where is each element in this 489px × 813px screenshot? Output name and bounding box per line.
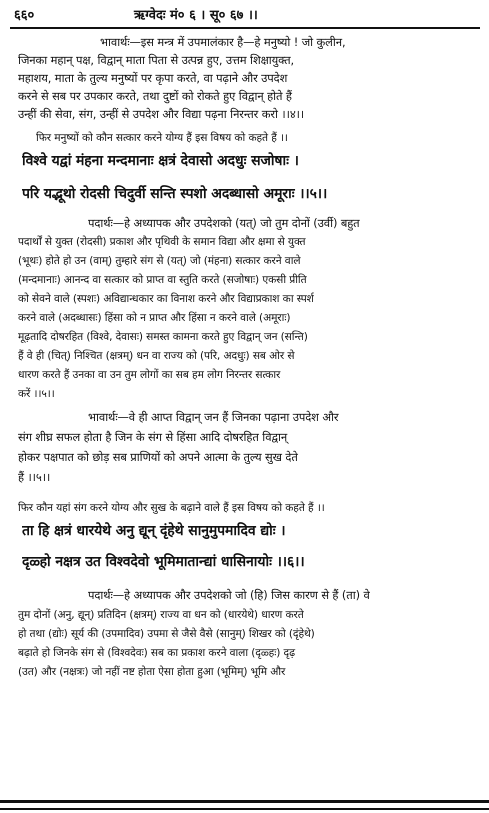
text-line: करें ।।५।।: [18, 388, 55, 400]
topic-intro: फिर मनुष्यों को कौन सत्कार करने योग्य हैं इस विषय को कहते हैं ।।: [36, 132, 288, 144]
text-line: करने वाले (अदब्धासः) हिंसा को न प्राप्त और हिंसा न करने वाले (अमूराः): [18, 312, 291, 324]
text-line: जिनका महान् पक्ष, विद्वान् माता पिता से उत्पन्न हुए, उत्तम शिक्षायुक्त,: [18, 53, 295, 67]
text-line: भावार्थः—इस मन्त्र में उपमालंकार है—हे मनुष्यो ! जो कुलीन,: [100, 35, 346, 49]
text-line: धारण करते हैं उनका वा उन तुम लोगों का सब हम लोग निरन्तर सत्कार: [18, 369, 281, 381]
text-line: भावार्थः—वे ही आप्त विद्वान् जन हैं जिनका पढ़ाना उपदेश और: [88, 410, 339, 424]
text-line: पदार्थों से युक्त (रोदसी) प्रकाश और पृथिवी के समान विद्या और क्षमा से युक्त: [18, 236, 306, 248]
text-line: हो तथा (द्योः) सूर्य की (उपमादिव) उपमा से जैसे वैसे (सानुम्) शिखर को (दृंहेथे): [18, 628, 315, 640]
mantra-line: परि यद्भूथो रोदसी चिदुर्वी सन्ति स्पशो अदब्धासो अमूराः ।।५।।: [22, 186, 328, 202]
text-line: उन्हीं की सेवा, संग, उन्हीं से उपदेश और विद्या पढ़ना निरन्तर करो ।।४।।: [18, 107, 305, 121]
scan-edge: [0, 808, 489, 810]
text-line: पदार्थः—हे अध्यापक और उपदेशको (यत्) जो तुम दोनों (उर्वी) बहुत: [88, 216, 360, 230]
text-line: को सेवने वाले (स्पशः) अविद्यान्धकार का विनाश करने और विद्याप्रकाश का स्पर्श: [18, 293, 314, 305]
text-line: बढ़ाते हो जिनके संग से (विश्वदेवः) सब का प्रकाश करने वाला (दृळ्हः) दृढ़: [18, 647, 295, 659]
scan-edge: [0, 800, 489, 803]
mantra-line: दृळ्हो नक्षत्र उत विश्वदेवो भूमिमातान्द्यां धासिनायोः ।।६।।: [22, 554, 305, 570]
text-line: तुम दोनों (अनु, द्यून्) प्रतिदिन (क्षत्रम्) राज्य वा धन को (धारयेथे) धारण करते: [18, 609, 304, 621]
text-line: (उत) और (नक्षत्रः) जो नहीं नष्ट होता ऐसा होता हुआ (भूमिम्) भूमि और: [18, 666, 286, 678]
text-line: हैं वे ही (चित्) निश्चित (क्षत्रम्) धन वा राज्य को (परि, अदधुः) सब ओर से: [18, 350, 295, 362]
text-line: पदार्थः—हे अध्यापक और उपदेशको जो (हि) जिस कारण से हैं (ता) वे: [88, 588, 370, 602]
text-line: होकर पक्षपात को छोड़ सब प्राणियों को अपने आत्मा के तुल्य सुख देते: [18, 450, 298, 464]
text-line: संग शीघ्र सफल होता है जिन के संग से हिंसा आदि दोषरहित विद्वान्: [18, 430, 288, 444]
text-line: (भूथः) होते हो उन (वाम्) तुम्हारे संग से (यत्) जो (मंहना) सत्कार करने वाले: [18, 255, 301, 267]
page-number: ६६०: [14, 8, 35, 23]
text-line: करने से सब पर उपकार करते, तथा दुष्टों को रोकते हुए विद्वान् होते हैं: [18, 89, 292, 103]
text-line: महाशय, माता के तुल्य मनुष्यों पर कृपा करते, वा पढ़ाने और उपदेश: [18, 71, 288, 85]
mantra-line: ता हि क्षत्रं धारयेथे अनु द्यून् दृंहेथे सानुमुपमादिव द्योः ।: [22, 523, 286, 539]
text-line: हैं ।।५।।: [18, 470, 51, 484]
text-line: मूढ़तादि दोषरहित (विश्वे, देवासः) समस्त कामना करते हुए विद्वान् जन (सन्ति): [18, 331, 308, 343]
text-line: (मन्दमानाः) आनन्द वा सत्कार को प्राप्त वा स्तुति करते (सजोषाः) एकसी प्रीति: [18, 274, 307, 286]
mantra-line: विश्वे यद्वां मंहना मन्दमानाः क्षत्रं देवासो अदधुः सजोषाः ।: [22, 153, 299, 169]
page-header: [14, 5, 474, 25]
header-rule: [10, 27, 480, 29]
topic-intro: फिर कौन यहां संग करने योग्य और सुख के बढ़ाने वाले हैं इस विषय को कहते हैं ।।: [18, 502, 325, 514]
running-title: ऋग्वेदः मं० ६ । सू० ६७ ।।: [134, 8, 258, 23]
